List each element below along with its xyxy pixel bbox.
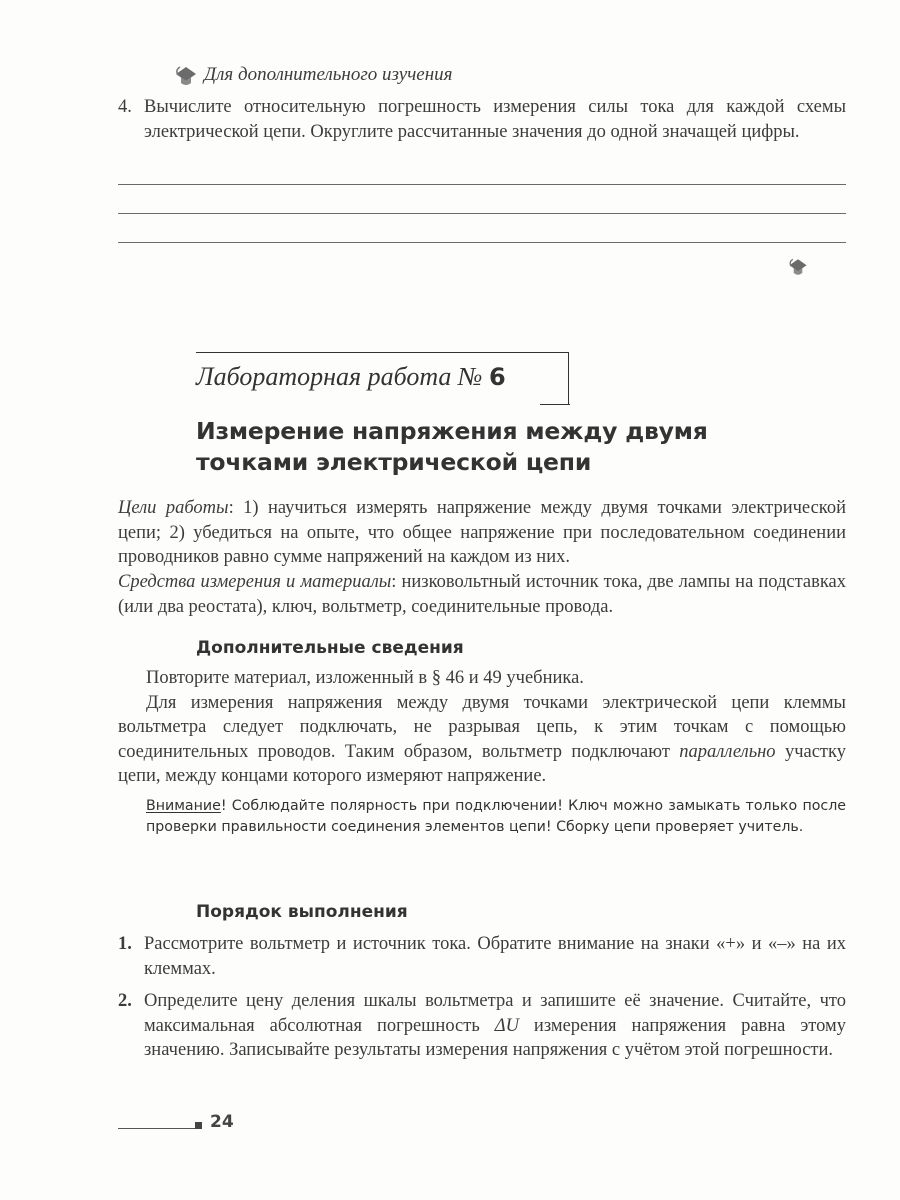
answer-line[interactable] <box>118 213 846 214</box>
lab-title: Измерение напряжения между двумя точками электрической цепи <box>196 417 708 476</box>
aside-label: Для дополнительного изучения <box>204 64 453 85</box>
procedure-step <box>118 989 846 1063</box>
procedure-step <box>118 932 846 981</box>
materials-paragraph <box>118 570 846 619</box>
footer-rule <box>118 1128 200 1129</box>
extra-info-para2-text-end: участку цепи, между концами которого измеряют напряжение. <box>118 741 846 786</box>
delta-u-symbol: ΔU <box>494 1015 519 1036</box>
procedure-list <box>118 932 846 1063</box>
extra-info-para1: Повторите материал, изложенный в § 46 и 49 учебника. <box>146 668 584 688</box>
section-heading-procedure: Порядок выполнения <box>196 902 408 922</box>
aside-header <box>172 64 452 88</box>
task-item <box>118 95 846 144</box>
section-heading-extra-info: Дополнительные сведения <box>196 638 464 658</box>
lab-number: 6 <box>488 363 506 391</box>
step-text-part: Определите цену деления шкалы вольтметра и запишите её значение. Считайте, что максимальная абсолютная погрешность <box>144 991 846 1036</box>
warning-note <box>146 796 846 838</box>
extra-info-para2-emphasis: параллельно <box>679 741 776 762</box>
extra-info-para2 <box>118 691 846 789</box>
answer-line[interactable] <box>118 184 846 185</box>
warning-label: Внимание <box>146 798 221 814</box>
task-text: Вычислите относительную погрешность измерения силы тока для каждой схемы электрической цепи. Округлите рассчитанные значения до одной значащей цифры. <box>144 97 846 142</box>
graduation-cap-marker-icon <box>786 256 810 278</box>
goals-paragraph <box>118 496 846 570</box>
materials-label: Средства измерения и материалы <box>118 572 392 592</box>
extra-info-para2-text: Для измерения напряжения между двумя точками электрической цепи клеммы вольтметра следует подключать, не разрывая цепь, к этим точкам с помощью соединительных проводов. Таким образом, вольтметр подключают <box>118 692 846 762</box>
step-number: 2. <box>118 991 132 1011</box>
task-number: 4. <box>118 97 132 117</box>
footer-square-bullet <box>195 1122 202 1129</box>
step-text-part-end: измерения напряжения равна этому значению. Записывайте результаты измерения напряжения с учётом этой погрешности. <box>144 1015 846 1060</box>
goals-text: : 1) научиться измерять напряжение между двумя точками электрической цепи; 2) убедиться на опыте, что общее напряжение при последовательном соединении проводников равно сумме напряжений на каждом из них. <box>118 498 846 567</box>
step-text <box>144 989 846 1063</box>
warning-text: ! Соблюдайте полярность при подключении! Ключ можно замыкать только после проверки правильности соединения элементов цепи! Сборку цепи проверяет учитель. <box>146 798 846 835</box>
answer-line[interactable] <box>118 242 846 243</box>
lab-heading-frame-foot <box>540 404 570 405</box>
page-number: 24 <box>210 1112 234 1132</box>
step-number: 1. <box>118 934 132 954</box>
goals-label: Цели работы <box>118 498 229 518</box>
graduation-cap-marker-icon <box>172 64 200 88</box>
step-text: Рассмотрите вольтметр и источник тока. Обратите внимание на знаки «+» и «–» на их клеммах. <box>144 934 846 979</box>
lab-label <box>196 362 506 392</box>
lab-label-text: Лабораторная работа № <box>196 362 483 391</box>
extra-info-body <box>118 666 846 789</box>
materials-text: : низковольтный источник тока, две лампы на подставках (или два реостата), ключ, вольтметр, соединительные провода. <box>118 572 846 617</box>
